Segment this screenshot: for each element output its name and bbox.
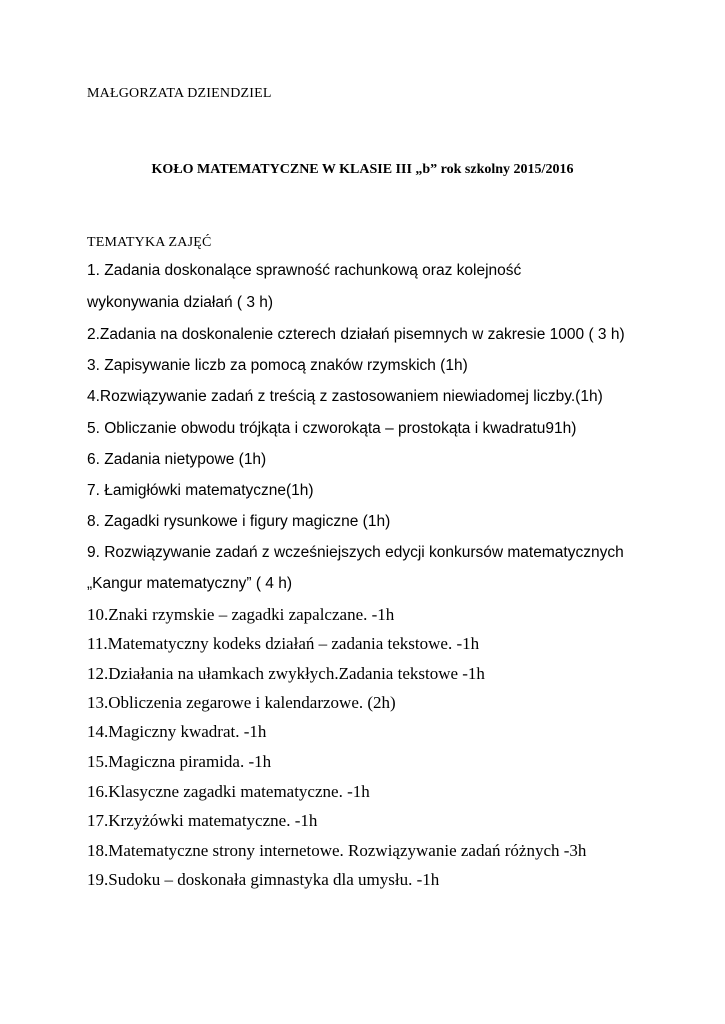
- list-item: 13.Obliczenia zegarowe i kalendarzowe. (2h): [87, 693, 396, 712]
- list-item: 16.Klasyczne zagadki matematyczne. -1h: [87, 782, 370, 801]
- list-item: 2.Zadania na doskonalenie czterech działań pisemnych w zakresie 1000 ( 3 h): [87, 326, 625, 343]
- list-item: 19.Sudoku – doskonała gimnastyka dla umysłu. -1h: [87, 870, 440, 889]
- list-item: 12.Działania na ułamkach zwykłych.Zadania tekstowe -1h: [87, 664, 485, 683]
- list-item: 7. Łamigłówki matematyczne(1h): [87, 482, 314, 499]
- list-item: 15.Magiczna piramida. -1h: [87, 752, 272, 771]
- list-item: 1. Zadania doskonalące sprawność rachunkową oraz kolejność: [87, 262, 522, 279]
- list-item: 8. Zagadki rysunkowe i figury magiczne (1h): [87, 513, 391, 530]
- list-item: 5. Obliczanie obwodu trójkąta i czworokąta – prostokąta i kwadratu91h): [87, 420, 577, 437]
- list-item: 18.Matematyczne strony internetowe. Rozwiązywanie zadań różnych -3h: [87, 841, 587, 860]
- list-item: wykonywania działań ( 3 h): [87, 294, 274, 311]
- list-item: 4.Rozwiązywanie zadań z treścią z zastosowaniem niewiadomej liczby.(1h): [87, 388, 603, 405]
- document-title: KOŁO MATEMATYCZNE W KLASIE III „b” rok szkolny 2015/2016: [151, 162, 574, 177]
- list-item: 11.Matematyczny kodeks działań – zadania tekstowe. -1h: [87, 634, 480, 653]
- list-item: „Kangur matematyczny” ( 4 h): [87, 575, 293, 592]
- list-item: 10.Znaki rzymskie – zagadki zapalczane. -1h: [87, 605, 395, 624]
- list-item: 9. Rozwiązywanie zadań z wcześniejszych edycji konkursów matematycznych: [87, 544, 624, 561]
- section-heading: TEMATYKA ZAJĘĆ: [87, 235, 212, 250]
- list-item: 17.Krzyżówki matematyczne. -1h: [87, 811, 318, 830]
- list-item: 6. Zadania nietypowe (1h): [87, 451, 267, 468]
- list-item: 14.Magiczny kwadrat. -1h: [87, 722, 267, 741]
- list-item: 3. Zapisywanie liczb za pomocą znaków rzymskich (1h): [87, 357, 468, 374]
- author-name: MAŁGORZATA DZIENDZIEL: [87, 86, 272, 101]
